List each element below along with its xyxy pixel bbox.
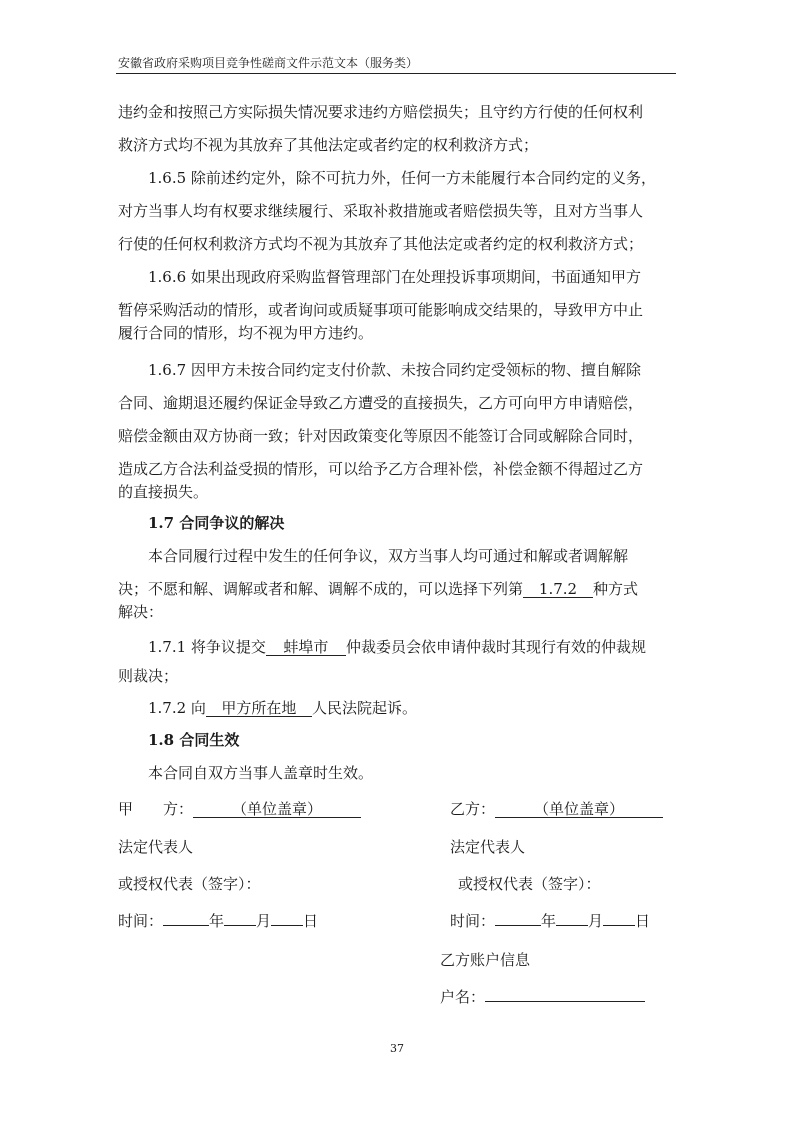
account-name-label: 户名： <box>440 988 486 1006</box>
time-label: 时间： <box>450 912 496 930</box>
text-line: 赔偿金额由双方协商一致；针对因政策变化等原因不能签订合同或解除合同时， <box>118 427 644 445</box>
party-b-seal-field: （单位盖章） <box>495 801 663 818</box>
header-title: 安徽省政府采购项目竞争性磋商文件示范文本（服务类） <box>118 56 419 70</box>
text-line: 暂停采购活动的情形，或者询问或质疑事项可能影响成交结果的，导致甲方中止 <box>118 301 644 319</box>
text-line: 行使的任何权利救济方式均不视为其放弃了其他法定或者约定的权利救济方式； <box>118 235 644 253</box>
clause-1-6-5: 1.6.5 除前述约定外，除不可抗力外，任何一方未能履行本合同约定的义务， <box>148 169 656 187</box>
year-label: 年 <box>209 912 225 930</box>
court-location: 甲方所在地 <box>206 700 312 717</box>
party-b-legal-rep: 法定代表人 <box>450 838 526 856</box>
year-label: 年 <box>541 912 557 930</box>
page-number: 37 <box>390 1042 404 1055</box>
text-segment: 决；不愿和解、调解或者和解、调解不成的，可以选择下列第 <box>118 580 524 598</box>
month-label: 月 <box>256 912 272 930</box>
month-blank <box>556 910 588 926</box>
text-segment: 仲裁委员会依申请仲裁时其现行有效的仲裁规 <box>345 638 646 656</box>
party-b-seal <box>450 798 663 819</box>
dispute-method-choice: 1.7.2 <box>523 581 593 598</box>
text-line: 救济方式均不视为其放弃了其他法定或者约定的权利救济方式； <box>118 136 539 154</box>
party-a-label: 甲 方： <box>118 800 194 818</box>
party-a-auth-rep: 或授权代表（签字）： <box>118 875 261 893</box>
party-b-label: 乙方： <box>450 800 496 818</box>
text-line: 造成乙方合法利益受损的情形，可以给予乙方合理补偿，补偿金额不得超过乙方 <box>118 460 644 478</box>
text-line: 对方当事人均有权要求继续履行、采取补救措施或者赔偿损失等，且对方当事人 <box>118 202 644 220</box>
month-blank <box>224 910 256 926</box>
clause-1-6-7: 1.6.7 因甲方未按合同约定支付价款、未按合同约定受领标的物、擅自解除 <box>148 361 641 379</box>
text-segment: 种方式 <box>593 580 639 598</box>
party-b-account-name <box>440 986 645 1007</box>
account-name-blank <box>485 986 645 1002</box>
time-label: 时间： <box>118 912 164 930</box>
arbitration-city: 蚌埠市 <box>266 639 346 656</box>
text-segment: 1.7.1 将争议提交 <box>148 638 266 656</box>
text-line: 本合同履行过程中发生的任何争议，双方当事人均可通过和解或者调解解 <box>148 547 629 565</box>
party-a-date <box>118 910 318 931</box>
section-heading-1-8: 1.8 合同生效 <box>148 731 240 749</box>
day-label: 日 <box>303 912 319 930</box>
clause-1-6-6: 1.6.6 如果出现政府采购监督管理部门在处理投诉事项期间，书面通知甲方 <box>148 268 641 286</box>
text-line: 的直接损失。 <box>118 483 209 501</box>
party-a-seal-field: （单位盖章） <box>193 801 361 818</box>
year-blank <box>495 910 541 926</box>
party-a-legal-rep: 法定代表人 <box>118 838 194 856</box>
day-label: 日 <box>635 912 651 930</box>
text-line: 本合同自双方当事人盖章时生效。 <box>148 764 374 782</box>
clause-1-7-2 <box>148 697 417 718</box>
day-blank <box>271 910 303 926</box>
party-b-auth-rep: 或授权代表（签字）： <box>458 875 601 893</box>
header-divider <box>116 73 676 74</box>
party-a-seal <box>118 798 361 819</box>
text-line: 履行合同的情形，均不视为甲方违约。 <box>118 324 374 342</box>
clause-1-7-1 <box>148 636 646 657</box>
year-blank <box>163 910 209 926</box>
text-line: 合同、逾期退还履约保证金导致乙方遭受的直接损失，乙方可向甲方申请赔偿， <box>118 394 644 412</box>
text-segment: 1.7.2 向 <box>148 699 206 717</box>
text-line: 违约金和按照己方实际损失情况要求违约方赔偿损失；且守约方行使的任何权利 <box>118 103 644 121</box>
text-line: 解决： <box>118 603 164 621</box>
party-b-account-info: 乙方账户信息 <box>440 951 531 969</box>
day-blank <box>603 910 635 926</box>
text-line: 则裁决； <box>118 667 179 685</box>
section-heading-1-7: 1.7 合同争议的解决 <box>148 514 285 532</box>
party-b-date <box>450 910 650 931</box>
text-line <box>118 578 638 599</box>
text-segment: 人民法院起诉。 <box>311 699 417 717</box>
month-label: 月 <box>588 912 604 930</box>
